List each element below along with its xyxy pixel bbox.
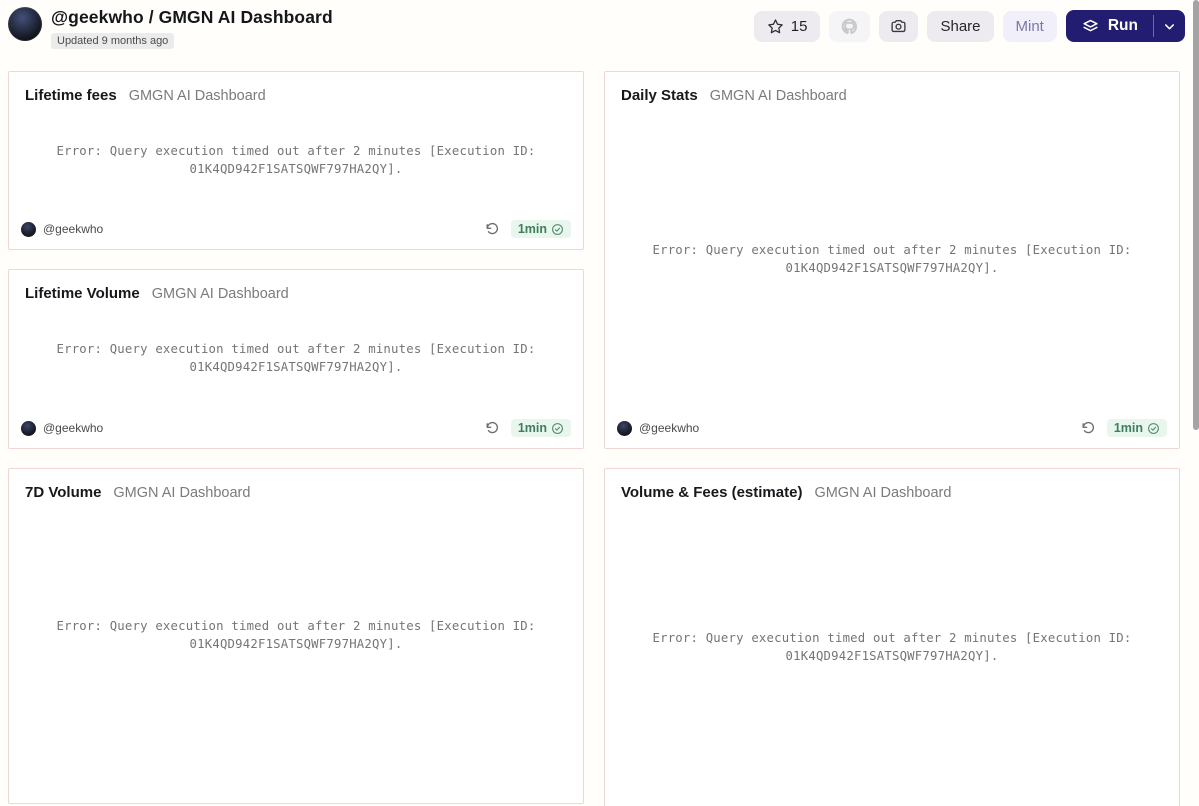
run-button[interactable] [1066, 10, 1153, 42]
refresh-icon [1081, 421, 1096, 436]
check-circle-icon [551, 223, 564, 236]
refresh-button[interactable] [1081, 421, 1096, 436]
run-dropdown-button[interactable] [1154, 10, 1185, 42]
panel-title: Lifetime Volume [25, 285, 140, 302]
author-handle[interactable]: @geekwho [639, 421, 700, 435]
panel-subtitle[interactable]: GMGN AI Dashboard [709, 88, 847, 104]
mint-button[interactable]: Mint [1003, 11, 1057, 42]
panel-volume-fees-estimate [604, 468, 1180, 806]
dashboard-identity [8, 5, 333, 49]
github-button[interactable] [829, 11, 870, 42]
error-message: Error: Query execution timed out after 2 minutes [Execution ID: 01K4QD942F1SATSQWF797HA2QY]. [56, 619, 536, 651]
check-circle-icon [551, 422, 564, 435]
star-button[interactable] [754, 11, 821, 42]
panel-lifetime-volume [8, 269, 584, 449]
panel-7d-volume [8, 468, 584, 804]
author-handle[interactable]: @geekwho [43, 421, 104, 435]
screenshot-button[interactable] [879, 11, 918, 42]
panel-title: 7D Volume [25, 484, 102, 501]
panel-subtitle[interactable]: GMGN AI Dashboard [814, 485, 952, 501]
runtime-badge[interactable]: 1min [511, 419, 571, 437]
run-button-group [1066, 10, 1185, 42]
panel-title: Volume & Fees (estimate) [621, 484, 803, 501]
author-handle[interactable]: @geekwho [43, 222, 104, 236]
panel-footer [9, 410, 583, 448]
refresh-icon [485, 222, 500, 237]
header-actions [754, 5, 1185, 42]
github-icon [840, 17, 859, 36]
vertical-scrollbar[interactable] [1193, 0, 1199, 430]
camera-icon [890, 18, 907, 35]
share-button[interactable]: Share [927, 11, 993, 42]
panel-subtitle[interactable]: GMGN AI Dashboard [113, 485, 251, 501]
updated-badge: Updated 9 months ago [51, 33, 174, 49]
avatar[interactable] [8, 7, 42, 41]
refresh-button[interactable] [485, 421, 500, 436]
panel-title: Lifetime fees [25, 87, 117, 104]
author-avatar[interactable] [617, 421, 632, 436]
refresh-button[interactable] [485, 222, 500, 237]
run-label: Run [1107, 17, 1138, 34]
panel-subtitle[interactable]: GMGN AI Dashboard [151, 286, 289, 302]
error-message: Error: Query execution timed out after 2 minutes [Execution ID: 01K4QD942F1SATSQWF797HA2QY]. [56, 143, 536, 176]
panel-daily-stats [604, 71, 1180, 449]
right-column [604, 71, 1180, 806]
run-layers-icon [1081, 17, 1100, 36]
panel-subtitle[interactable]: GMGN AI Dashboard [128, 88, 266, 104]
dashboard-header [0, 0, 1199, 62]
error-message: Error: Query execution timed out after 2 minutes [Execution ID: 01K4QD942F1SATSQWF797HA2QY]. [652, 243, 1132, 275]
panel-footer [605, 410, 1179, 448]
author-avatar[interactable] [21, 421, 36, 436]
panel-footer [9, 211, 583, 249]
star-icon [767, 18, 784, 35]
chevron-down-icon [1162, 19, 1177, 34]
refresh-icon [485, 421, 500, 436]
error-message: Error: Query execution timed out after 2 minutes [Execution ID: 01K4QD942F1SATSQWF797HA2QY]. [56, 342, 536, 374]
page-title: @geekwho / GMGN AI Dashboard [51, 7, 333, 27]
runtime-badge[interactable]: 1min [1107, 419, 1167, 437]
author-avatar[interactable] [21, 222, 36, 237]
check-circle-icon [1147, 422, 1160, 435]
left-column [8, 71, 584, 806]
error-message: Error: Query execution timed out after 2 minutes [Execution ID: 01K4QD942F1SATSQWF797HA2QY]. [652, 631, 1132, 663]
panel-grid [0, 62, 1199, 806]
panel-lifetime-fees [8, 71, 584, 250]
star-count: 15 [790, 17, 808, 35]
panel-title: Daily Stats [621, 87, 698, 104]
runtime-badge[interactable]: 1min [511, 220, 571, 238]
